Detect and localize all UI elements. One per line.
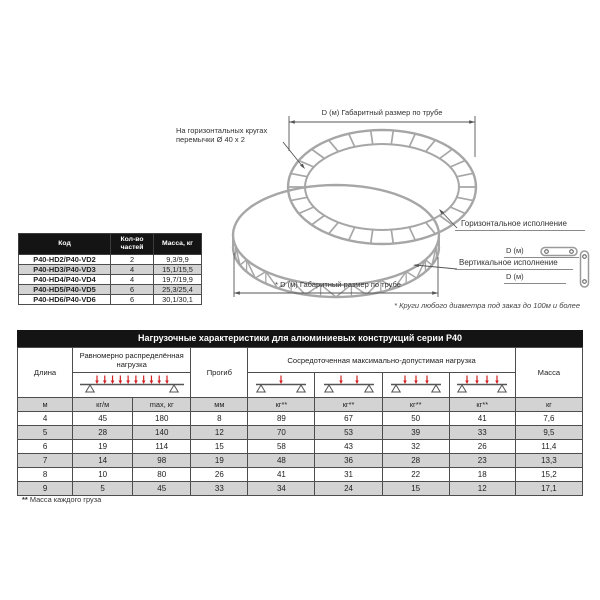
concentrated-load-2-icon [315, 373, 382, 398]
table-cell: 15 [382, 482, 449, 496]
table-cell: 4 [111, 265, 154, 275]
table-cell: P40-HD6/P40-VD6 [19, 295, 111, 305]
crossbar-note-line1: На горизонтальных кругах [176, 126, 268, 135]
crossbar-note [176, 126, 267, 144]
table-cell: кг** [449, 398, 515, 412]
table-cell: P40-HD3/P40-VD3 [19, 265, 111, 275]
table-cell: кг [515, 398, 582, 412]
top-dimension-label: D (м) Габаритный размер по трубе [321, 108, 443, 117]
table-cell: 12 [191, 426, 248, 440]
table-cell: 23 [449, 454, 515, 468]
concentrated-load-4-icon [449, 373, 515, 398]
table-cell: P40-HD4/P40-VD4 [19, 275, 111, 285]
table-cell: 15,1/15,5 [154, 265, 202, 275]
bottom-dimension-label: * D (м) Габаритный размер по трубе [275, 280, 401, 289]
table-cell: 15,2 [515, 468, 582, 482]
table-cell: 11,4 [515, 440, 582, 454]
table-cell: 14 [73, 454, 133, 468]
table-cell: 26 [449, 440, 515, 454]
table-cell: 48 [248, 454, 315, 468]
parts-col-code: Код [19, 234, 111, 255]
table-cell: 70 [248, 426, 315, 440]
table-row [18, 482, 583, 496]
table-cell: 33 [191, 482, 248, 496]
table-cell: 6 [111, 285, 154, 295]
table-cell: 13,3 [515, 454, 582, 468]
table-row [18, 440, 583, 454]
table-cell: 9,3/9,9 [154, 255, 202, 265]
table-cell: 19,7/19,9 [154, 275, 202, 285]
table-cell: 30,1/30,1 [154, 295, 202, 305]
load-table-title: Нагрузочные характеристики для алюминиевых конструкций серии Р40 [17, 330, 583, 347]
load-table-header-row2 [18, 373, 583, 398]
horizontal-dim-label: D (м) [506, 246, 524, 255]
table-row [18, 412, 583, 426]
table-cell: 22 [382, 468, 449, 482]
concentrated-load-1-icon [248, 373, 315, 398]
col-concentrated: Сосредоточенная максимально-допустимая нагрузка [248, 348, 515, 373]
table-cell: 7,6 [515, 412, 582, 426]
table-cell: 36 [315, 454, 382, 468]
table-cell: max, кг [133, 398, 191, 412]
table-cell: 50 [382, 412, 449, 426]
load-table-footnote [22, 495, 101, 504]
table-cell: 4 [111, 275, 154, 285]
table-cell: кг** [248, 398, 315, 412]
table-cell: 15 [191, 440, 248, 454]
load-table-body [18, 398, 583, 496]
footnote-mark: ** [22, 495, 28, 504]
parts-col-mass: Масса, кг [154, 234, 202, 255]
table-cell: 9 [18, 482, 73, 496]
table-cell: 19 [191, 454, 248, 468]
col-deflection: Прогиб [191, 348, 248, 398]
table-row [18, 426, 583, 440]
table-cell: 53 [315, 426, 382, 440]
table-cell: 18 [449, 468, 515, 482]
table-cell: 140 [133, 426, 191, 440]
table-cell: 39 [382, 426, 449, 440]
table-row [18, 398, 583, 412]
table-cell: 45 [73, 412, 133, 426]
table-cell: 8 [191, 412, 248, 426]
table-cell: 45 [133, 482, 191, 496]
table-cell: кг** [382, 398, 449, 412]
table-cell: 98 [133, 454, 191, 468]
table-cell: 6 [18, 440, 73, 454]
table-row [19, 255, 202, 265]
table-cell: 9,5 [515, 426, 582, 440]
table-cell: 89 [248, 412, 315, 426]
parts-table-body [19, 255, 202, 305]
table-cell: 34 [248, 482, 315, 496]
table-cell: 7 [18, 454, 73, 468]
col-distributed: Равномерно распределённая нагрузка [73, 348, 191, 373]
table-cell: 4 [18, 412, 73, 426]
horizontal-version-label: Горизонтальное исполнение [455, 219, 585, 231]
table-cell: мм [191, 398, 248, 412]
crossbar-note-line2: перемычки Ø 40 x 2 [176, 135, 245, 144]
table-cell: 5 [73, 482, 133, 496]
vertical-truss-icon [579, 250, 591, 288]
col-mass: Масса [515, 348, 582, 398]
col-length: Длина [18, 348, 73, 398]
table-cell: 17,1 [515, 482, 582, 496]
parts-col-count: Кол-во частей [111, 234, 154, 255]
table-cell: м [18, 398, 73, 412]
table-cell: 67 [315, 412, 382, 426]
diagram-footnote: * Круги любого диаметра под заказ до 100м и более [394, 301, 580, 310]
table-row [19, 275, 202, 285]
table-cell: 6 [111, 295, 154, 305]
distributed-load-icon [73, 373, 191, 398]
table-cell: 32 [382, 440, 449, 454]
table-cell: 8 [18, 468, 73, 482]
vertical-dim-label: D (м) [506, 272, 524, 281]
table-cell: 80 [133, 468, 191, 482]
table-cell: 5 [18, 426, 73, 440]
table-cell: 43 [315, 440, 382, 454]
table-cell: 28 [73, 426, 133, 440]
table-row [19, 285, 202, 295]
parts-table [18, 233, 201, 305]
table-cell: 26 [191, 468, 248, 482]
concentrated-load-3-icon [382, 373, 449, 398]
table-cell: 31 [315, 468, 382, 482]
table-cell: 41 [449, 412, 515, 426]
table-cell: 28 [382, 454, 449, 468]
table-cell: 180 [133, 412, 191, 426]
table-cell: P40-HD2/P40-VD2 [19, 255, 111, 265]
table-row [19, 295, 202, 305]
table-cell: 10 [73, 468, 133, 482]
load-table [17, 330, 583, 496]
table-row [19, 265, 202, 275]
vertical-dim-underline [504, 283, 566, 284]
table-cell: 12 [449, 482, 515, 496]
table-cell: 58 [248, 440, 315, 454]
horizontal-truss-icon [540, 246, 578, 257]
load-table-header-row1 [18, 348, 583, 373]
parts-table-header-row [19, 234, 202, 255]
table-cell: кг/м [73, 398, 133, 412]
table-cell: 33 [449, 426, 515, 440]
table-cell: 2 [111, 255, 154, 265]
table-cell: 41 [248, 468, 315, 482]
table-cell: 114 [133, 440, 191, 454]
footnote-text: Масса каждого груза [29, 495, 102, 504]
table-cell: 19 [73, 440, 133, 454]
vertical-version-label: Вертикальное исполнение [455, 258, 573, 270]
table-cell: 25,3/25,4 [154, 285, 202, 295]
table-row [18, 454, 583, 468]
table-cell: P40-HD5/P40-VD5 [19, 285, 111, 295]
table-row [18, 468, 583, 482]
table-cell: 24 [315, 482, 382, 496]
table-cell: кг** [315, 398, 382, 412]
